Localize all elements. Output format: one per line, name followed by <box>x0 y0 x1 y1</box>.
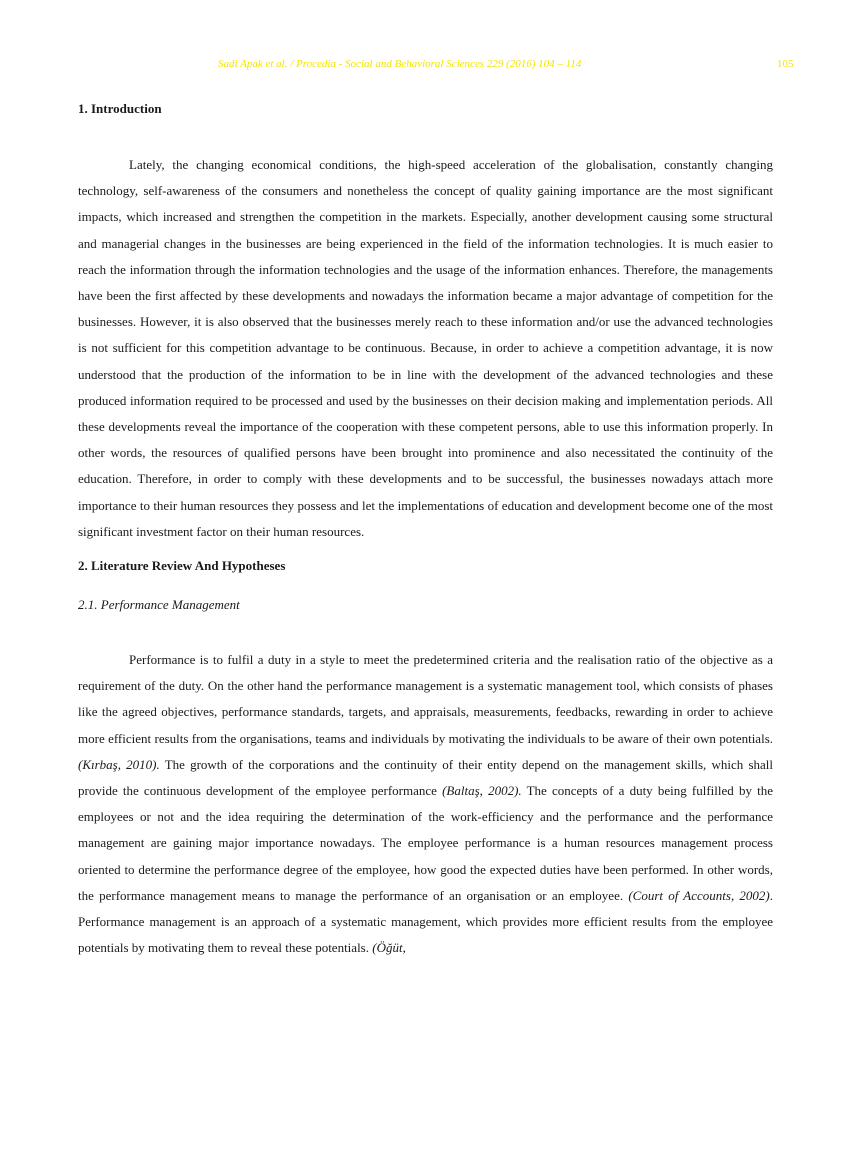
citation: (Öğüt, <box>372 940 406 956</box>
section-heading-literature-review: 2. Literature Review And Hypotheses <box>78 558 286 574</box>
article-body <box>78 100 773 961</box>
section-heading-introduction: 1. Introduction <box>78 101 162 116</box>
citation: (Kırbaş, 2010). <box>78 756 160 772</box>
introduction-paragraph: Lately, the changing economical conditions, the high-speed acceleration of the globalisation, constantly changing technology, self-awareness of the consumers and nonetheless the concept of quality gaining importance are the most significant impacts, which increased and strengthen the competition in the markets. Especially, another development causing some structural and managerial changes in the businesses are being experienced in the field of the information technologies. It is much easier to reach the information through the information technologies and the usage of the information enhances. Therefore, the managements have been the first affected by these developments and nowadays the information became a major advantage of competition for the businesses. However, it is also observed that the businesses merely reach to these information and/or use the advanced technologies is not sufficient for this competition advantage to be continuous. Because, in order to achieve a competition advantage, it is now understood that the production of the information to be in line with the development of the advanced technologies and these produced information required to be processed and used by the businesses on their decision making and implementation periods. All these developments reveal the importance of the cooperation with these competent persons, able to use this information properly. In other words, the resources of qualified persons have been brought into prominence and also necessitated the continuity of the education. Therefore, in order to comply with these developments and to be successful, the businesses nowadays attach more importance to their human resources they possess and let the implementations of education and development become one of the most significant investment factor on their human resources. <box>78 157 773 539</box>
subsection-heading-performance-management: 2.1. Performance Management <box>78 597 240 613</box>
performance-management-paragraph <box>78 647 773 961</box>
citation: (Baltaş, 2002). <box>442 783 522 799</box>
journal-citation: Sadi Apak et al. / Procedia - Social and Behavioral Sciences 229 (2016) 104 – 114 <box>218 58 582 70</box>
paragraph-text: . Performance management is an approach of a systematic management, which provides more efficient results from the employee potentials by motivating them to reveal these potentials. <box>78 887 774 956</box>
paragraph-text: The concepts of a duty being fulfilled by the employees or not and the idea requiring the determination of the work-efficiency and the performance and the performance management are gaining major importance nowadays. The employee performance is a human resources management process oriented to determine the performance degree of the employee, how good the expected duties have been performed. In other words, the performance management means to manage the performance of an organisation or an employee. <box>78 783 774 903</box>
citation: (Court of Accounts, 2002) <box>628 887 770 903</box>
page-number: 105 <box>777 58 794 70</box>
running-header <box>0 58 846 74</box>
paragraph-text: Performance is to fulfil a duty in a style to meet the predetermined criteria and the realisation ratio of the objective as a requirement of the duty. On the other hand the performance management is a systematic management tool, which consists of phases like the agreed objectives, performance standards, targets, and appraisals, measurements, feedbacks, rewarding in order to achieve more efficient results from the organisations, teams and individuals by motivating the individuals to be aware of their own potentials. <box>78 652 773 746</box>
paragraph-text: The growth of the corporations and the continuity of their entity depend on the management skills, which shall provide the continuous development of the employee performance <box>78 756 773 799</box>
